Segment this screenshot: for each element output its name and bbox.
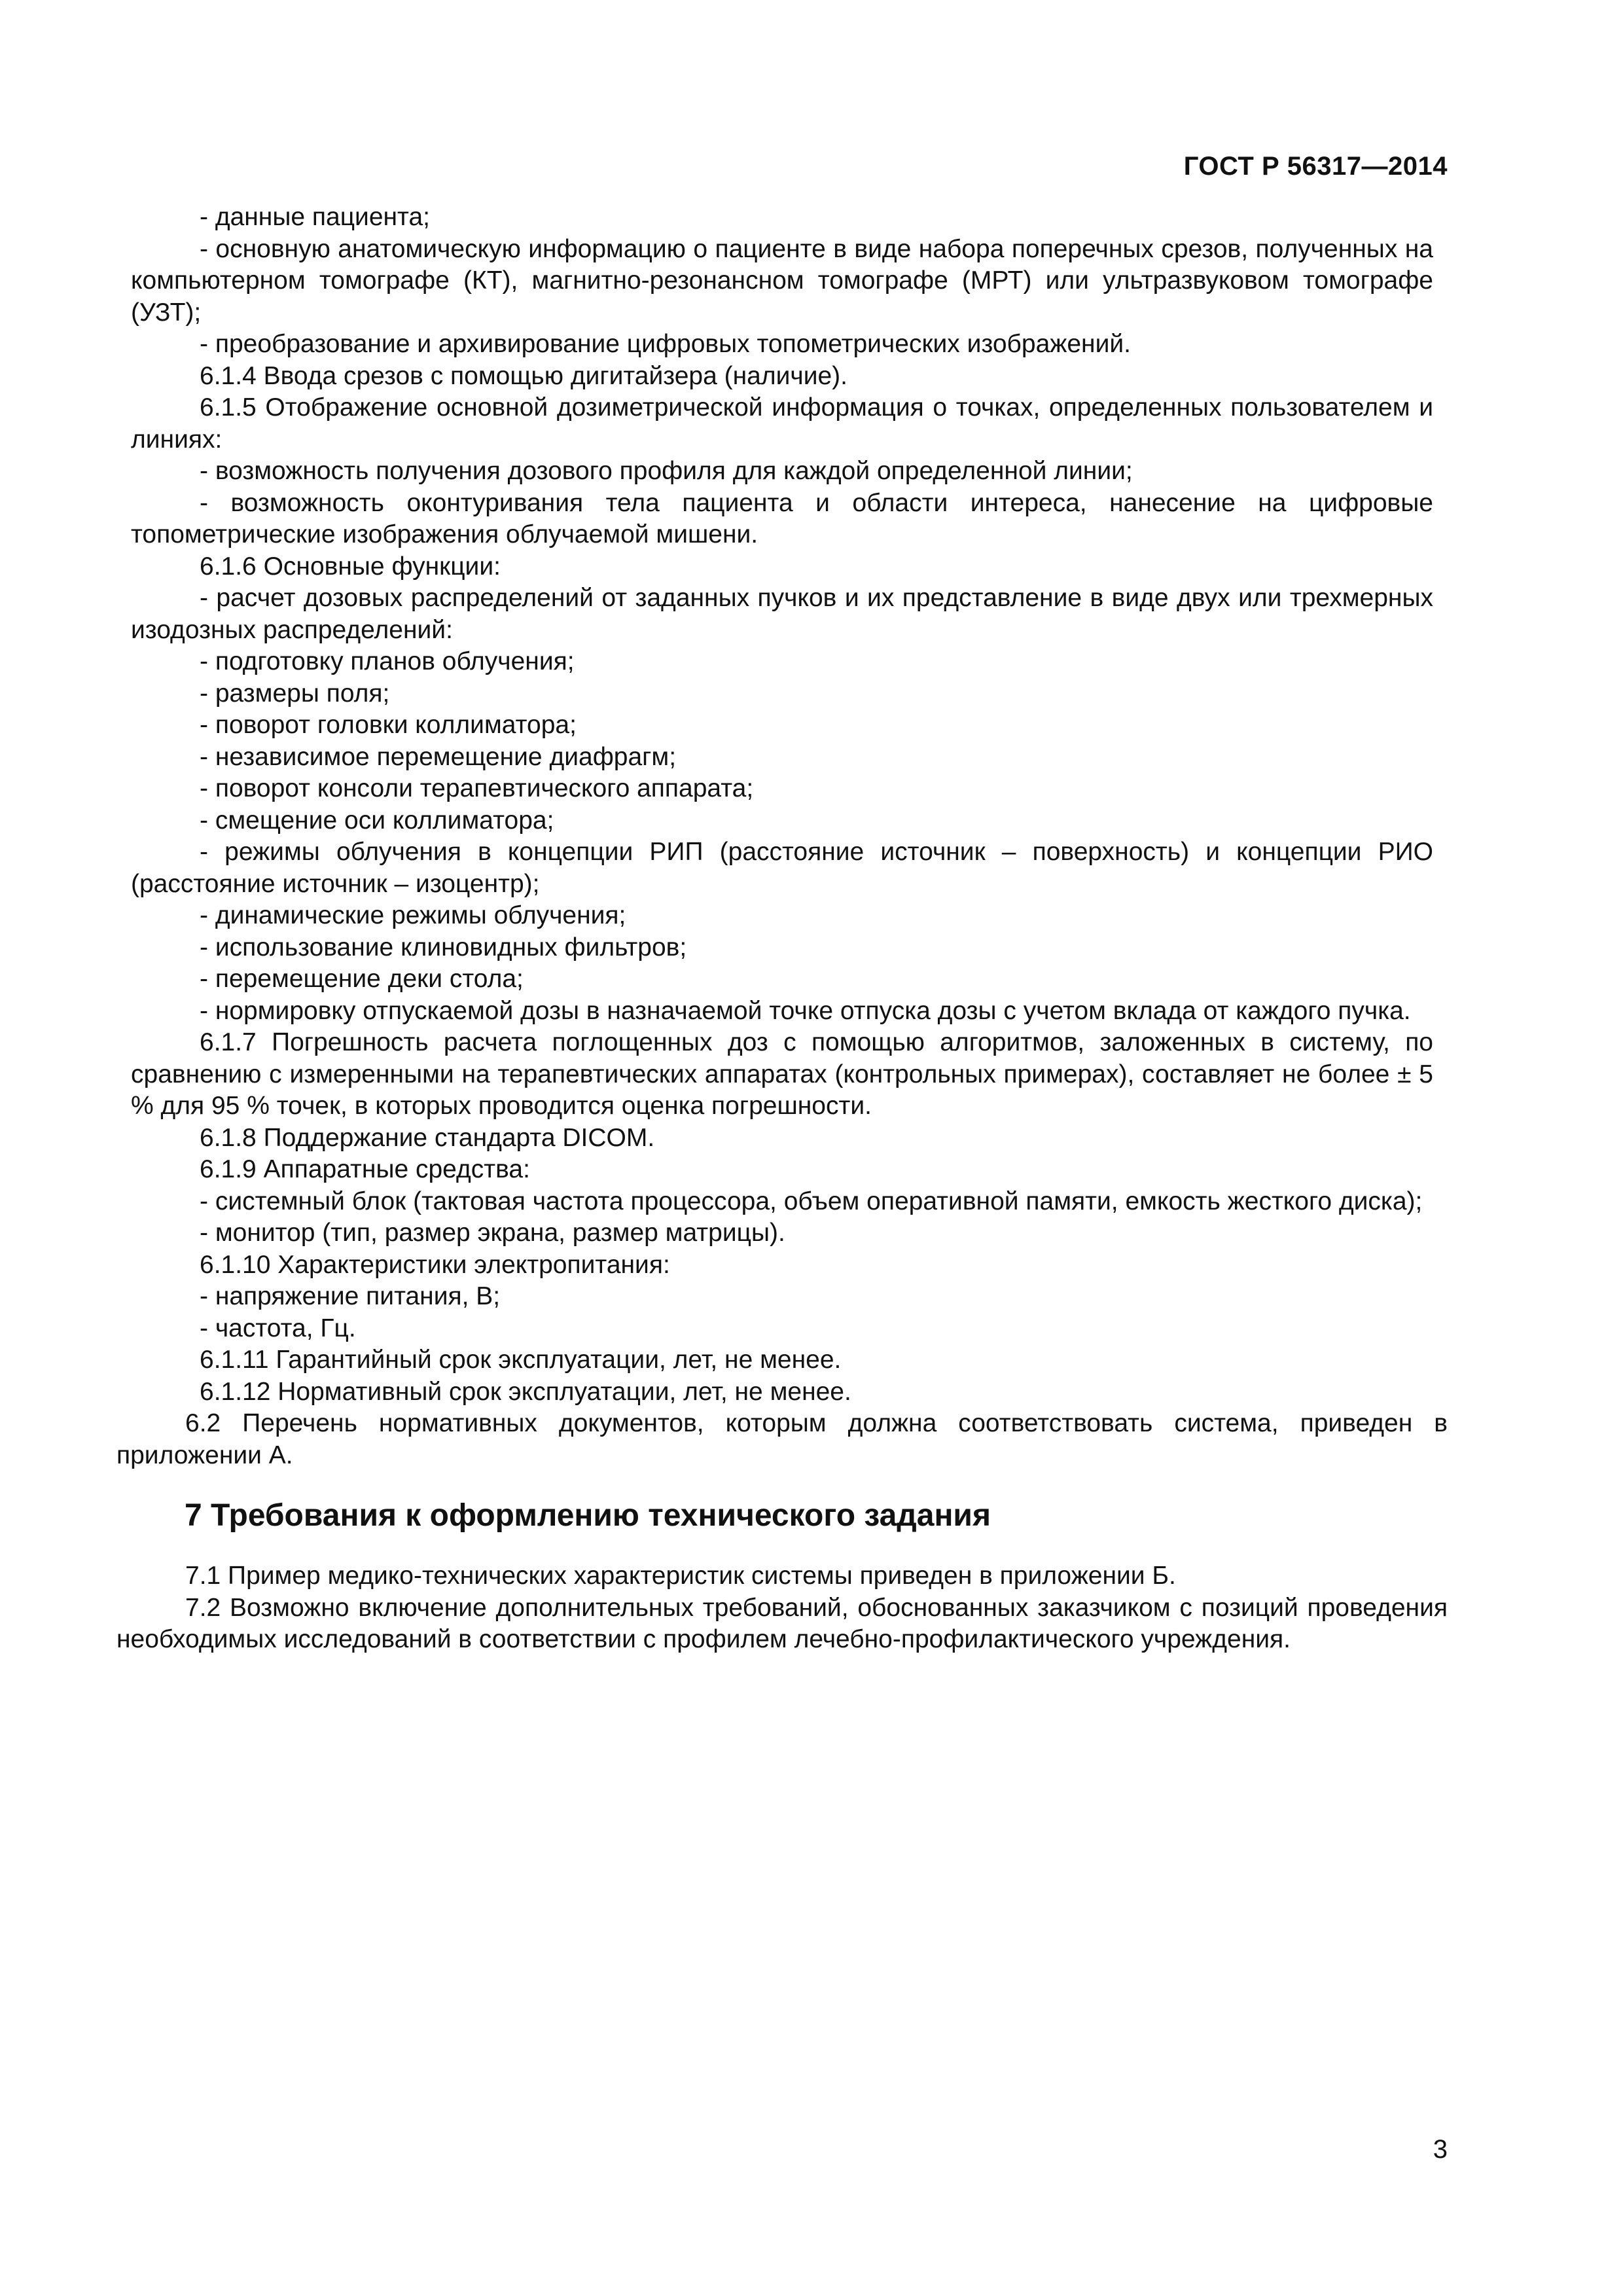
paragraph: - перемещение деки стола;	[200, 965, 524, 993]
paragraph: - поворот консоли терапевтического аппарата;	[200, 774, 754, 802]
paragraph: - нормировку отпускаемой дозы в назначаемой точке отпуска дозы с учетом вклада от каждого пучка.	[200, 996, 1411, 1025]
paragraph: 6.1.12 Нормативный срок эксплуатации, лет, не менее.	[200, 1377, 851, 1406]
paragraph: 6.1.4 Ввода срезов с помощью дигитайзера (наличие).	[200, 361, 848, 390]
paragraph: - основную анатомическую информацию о пациенте в виде набора поперечных срезов, полученных на компьютерном томографе (КТ), магнитно-резонансном томографе (МРТ) или ультразвуковом томографе (УЗТ);	[131, 234, 1433, 327]
paragraph: - использование клиновидных фильтров;	[200, 933, 687, 961]
section-7-heading: 7 Требования к оформлению технического задания	[185, 1498, 991, 1533]
paragraph: - независимое перемещение диафрагм;	[200, 742, 677, 771]
paragraph: 6.1.7 Погрешность расчета поглощенных доз с помощью алгоритмов, заложенных в систему, по сравнению с измеренными на терапевтических аппаратах (контрольных примерах), составляет не более ± 5 % для 95 % точек, в которых проводится оценка погрешности.	[131, 1028, 1433, 1120]
paragraph: - возможность оконтуривания тела пациента и области интереса, нанесение на цифровые топометрические изображения облучаемой мишени.	[131, 488, 1433, 548]
paragraph-6-2: 6.2 Перечень нормативных документов, которым должна соответствовать система, приведен в приложении А.	[116, 1409, 1448, 1469]
paragraph-7-2: 7.2 Возможно включение дополнительных требований, обоснованных заказчиком с позиций проведения необходимых исследований в соответствии с профилем лечебно-профилактического учреждения.	[116, 1593, 1448, 1653]
document-standard-code: ГОСТ Р 56317—2014	[1183, 152, 1448, 181]
paragraph: - преобразование и архивирование цифровых топометрических изображений.	[200, 330, 1131, 358]
paragraph: - подготовку планов облучения;	[200, 647, 575, 675]
paragraph: 6.1.5 Отображение основной дозиметрической информация о точках, определенных пользователем и линиях:	[131, 393, 1433, 454]
paragraph: - частота, Гц.	[200, 1314, 356, 1342]
paragraph: - возможность получения дозового профиля для каждой определенной линии;	[200, 457, 1133, 485]
paragraph: - размеры поля;	[200, 679, 390, 708]
document-body	[0, 202, 1623, 1656]
paragraph: 6.1.11 Гарантийный срок эксплуатации, лет, не менее.	[200, 1346, 842, 1374]
paragraph: 6.1.6 Основные функции:	[200, 552, 501, 581]
paragraph: - режимы облучения в концепции РИП (расстояние источник – поверхность) и концепции РИО (расстояние источник – изоцентр);	[131, 838, 1433, 898]
page-number: 3	[1433, 2135, 1448, 2164]
paragraph: - смещение оси коллиматора;	[200, 806, 554, 834]
paragraph: - напряжение питания, В;	[200, 1282, 501, 1310]
paragraph: - расчет дозовых распределений от заданных пучков и их представление в виде двух или трехмерных изодозных распределений:	[131, 584, 1433, 644]
paragraph: - монитор (тип, размер экрана, размер матрицы).	[200, 1219, 785, 1247]
paragraph: - динамические режимы облучения;	[200, 901, 626, 929]
paragraph: - системный блок (тактовая частота процессора, объем оперативной памяти, емкость жесткого диска);	[200, 1187, 1423, 1215]
paragraph: - поворот головки коллиматора;	[200, 711, 577, 739]
paragraph-7-1: 7.1 Пример медико-технических характеристик системы приведен в приложении Б.	[185, 1562, 1176, 1590]
paragraph: 6.1.10 Характеристики электропитания:	[200, 1250, 670, 1279]
paragraph: 6.1.8 Поддержание стандарта DICOM.	[200, 1123, 655, 1152]
paragraph: 6.1.9 Аппаратные средства:	[200, 1155, 530, 1183]
paragraph: - данные пациента;	[200, 203, 431, 231]
